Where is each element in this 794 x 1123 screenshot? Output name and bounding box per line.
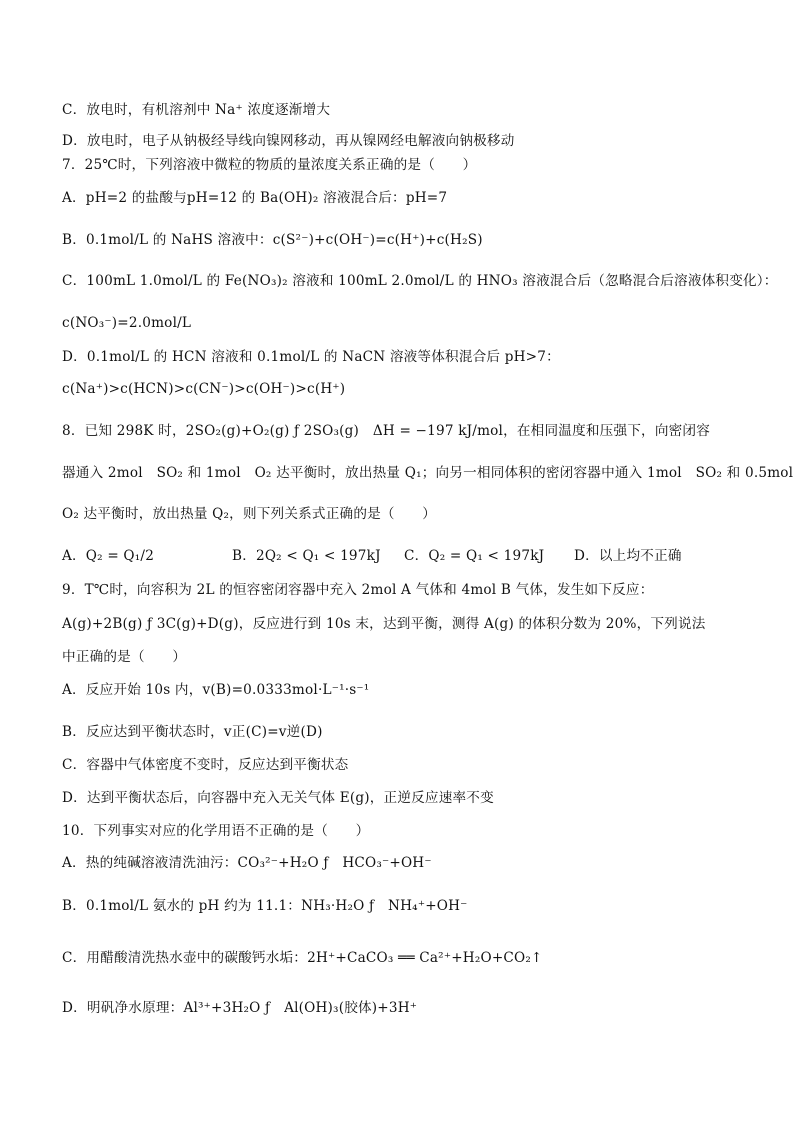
q9-option-c: C．容器中气体密度不变时，反应达到平衡状态 xyxy=(62,757,349,773)
q9-option-b: B．反应达到平衡状态时，v正(C)=v逆(D) xyxy=(62,724,323,740)
q9-option-a: A．反应开始 10s 内，v(B)=0.0333mol·L⁻¹·s⁻¹ xyxy=(62,682,370,698)
q7-option-d-line1: D．0.1mol/L 的 HCN 溶液和 0.1mol/L 的 NaCN 溶液等体积混合后 pH>7： xyxy=(62,349,560,365)
q10-option-d: D．明矾净水原理：Al³⁺+3H₂O ƒ Al(OH)₃(胶体)+3H⁺ xyxy=(62,1000,418,1016)
q7-option-c-line1: C．100mL 1.0mol/L 的 Fe(NO₃)₂ 溶液和 100mL 2.0mol/L 的 HNO₃ 溶液混合后（忽略混合后溶液体积变化）： xyxy=(62,273,778,289)
q7-stem: 7．25℃时，下列溶液中微粒的物质的量浓度关系正确的是（ ） xyxy=(62,157,477,173)
q7-option-c-line2: c(NO₃⁻)=2.0mol/L xyxy=(62,315,192,331)
q7-option-a: A．pH=2 的盐酸与pH=12 的 Ba(OH)₂ 溶液混合后：pH=7 xyxy=(62,190,448,206)
q9-option-d: D．达到平衡状态后，向容器中充入无关气体 E(g)，正逆反应速率不变 xyxy=(62,790,494,806)
q8-option-c: C．Q₂ = Q₁ < 197kJ xyxy=(404,548,545,564)
q9-stem-line3: 中正确的是（ ） xyxy=(62,649,187,665)
q8-options xyxy=(62,546,752,566)
q8-option-a: A．Q₂ = Q₁/2 xyxy=(62,548,155,564)
q8-option-b: B．2Q₂ < Q₁ < 197kJ xyxy=(232,548,381,564)
q8-stem-line2: 器通入 2mol SO₂ 和 1mol O₂ 达平衡时，放出热量 Q₁；向另一相同体积的密闭容器中通入 1mol SO₂ 和 0.5mol xyxy=(62,465,794,481)
q8-stem-line3: O₂ 达平衡时，放出热量 Q₂，则下列关系式正确的是（ ） xyxy=(62,506,437,522)
q8-stem-line1: 8．已知 298K 时，2SO₂(g)+O₂(g) ƒ 2SO₃(g) ΔH = −197 kJ/mol，在相同温度和压强下，向密闭容 xyxy=(62,423,711,439)
q10-option-a: A．热的纯碱溶液清洗油污：CO₃²⁻+H₂O ƒ HCO₃⁻+OH⁻ xyxy=(62,855,432,871)
q10-stem: 10．下列事实对应的化学用语不正确的是（ ） xyxy=(62,823,370,839)
q9-stem-line1: 9．T℃时，向容积为 2L 的恒容密闭容器中充入 2mol A 气体和 4mol B 气体，发生如下反应： xyxy=(62,582,654,598)
q6-option-c: C．放电时，有机溶剂中 Na⁺ 浓度逐渐增大 xyxy=(62,102,331,118)
q10-option-c: C．用醋酸清洗热水壶中的碳酸钙水垢：2H⁺+CaCO₃ ══ Ca²⁺+H₂O+CO₂↑ xyxy=(62,950,543,966)
q10-option-b: B．0.1mol/L 氨水的 pH 约为 11.1：NH₃·H₂O ƒ NH₄⁺+OH⁻ xyxy=(62,898,468,914)
q9-stem-line2: A(g)+2B(g) ƒ 3C(g)+D(g)，反应进行到 10s 末，达到平衡，测得 A(g) 的体积分数为 20%，下列说法 xyxy=(62,616,706,632)
q7-option-d-line2: c(Na⁺)>c(HCN)>c(CN⁻)>c(OH⁻)>c(H⁺) xyxy=(62,381,346,397)
q8-option-d: D．以上均不正确 xyxy=(574,548,682,564)
q6-option-d: D．放电时，电子从钠极经导线向镍网移动，再从镍网经电解液向钠极移动 xyxy=(62,133,515,149)
q7-option-b: B．0.1mol/L 的 NaHS 溶液中：c(S²⁻)+c(OH⁻)=c(H⁺)+c(H₂S) xyxy=(62,232,483,248)
